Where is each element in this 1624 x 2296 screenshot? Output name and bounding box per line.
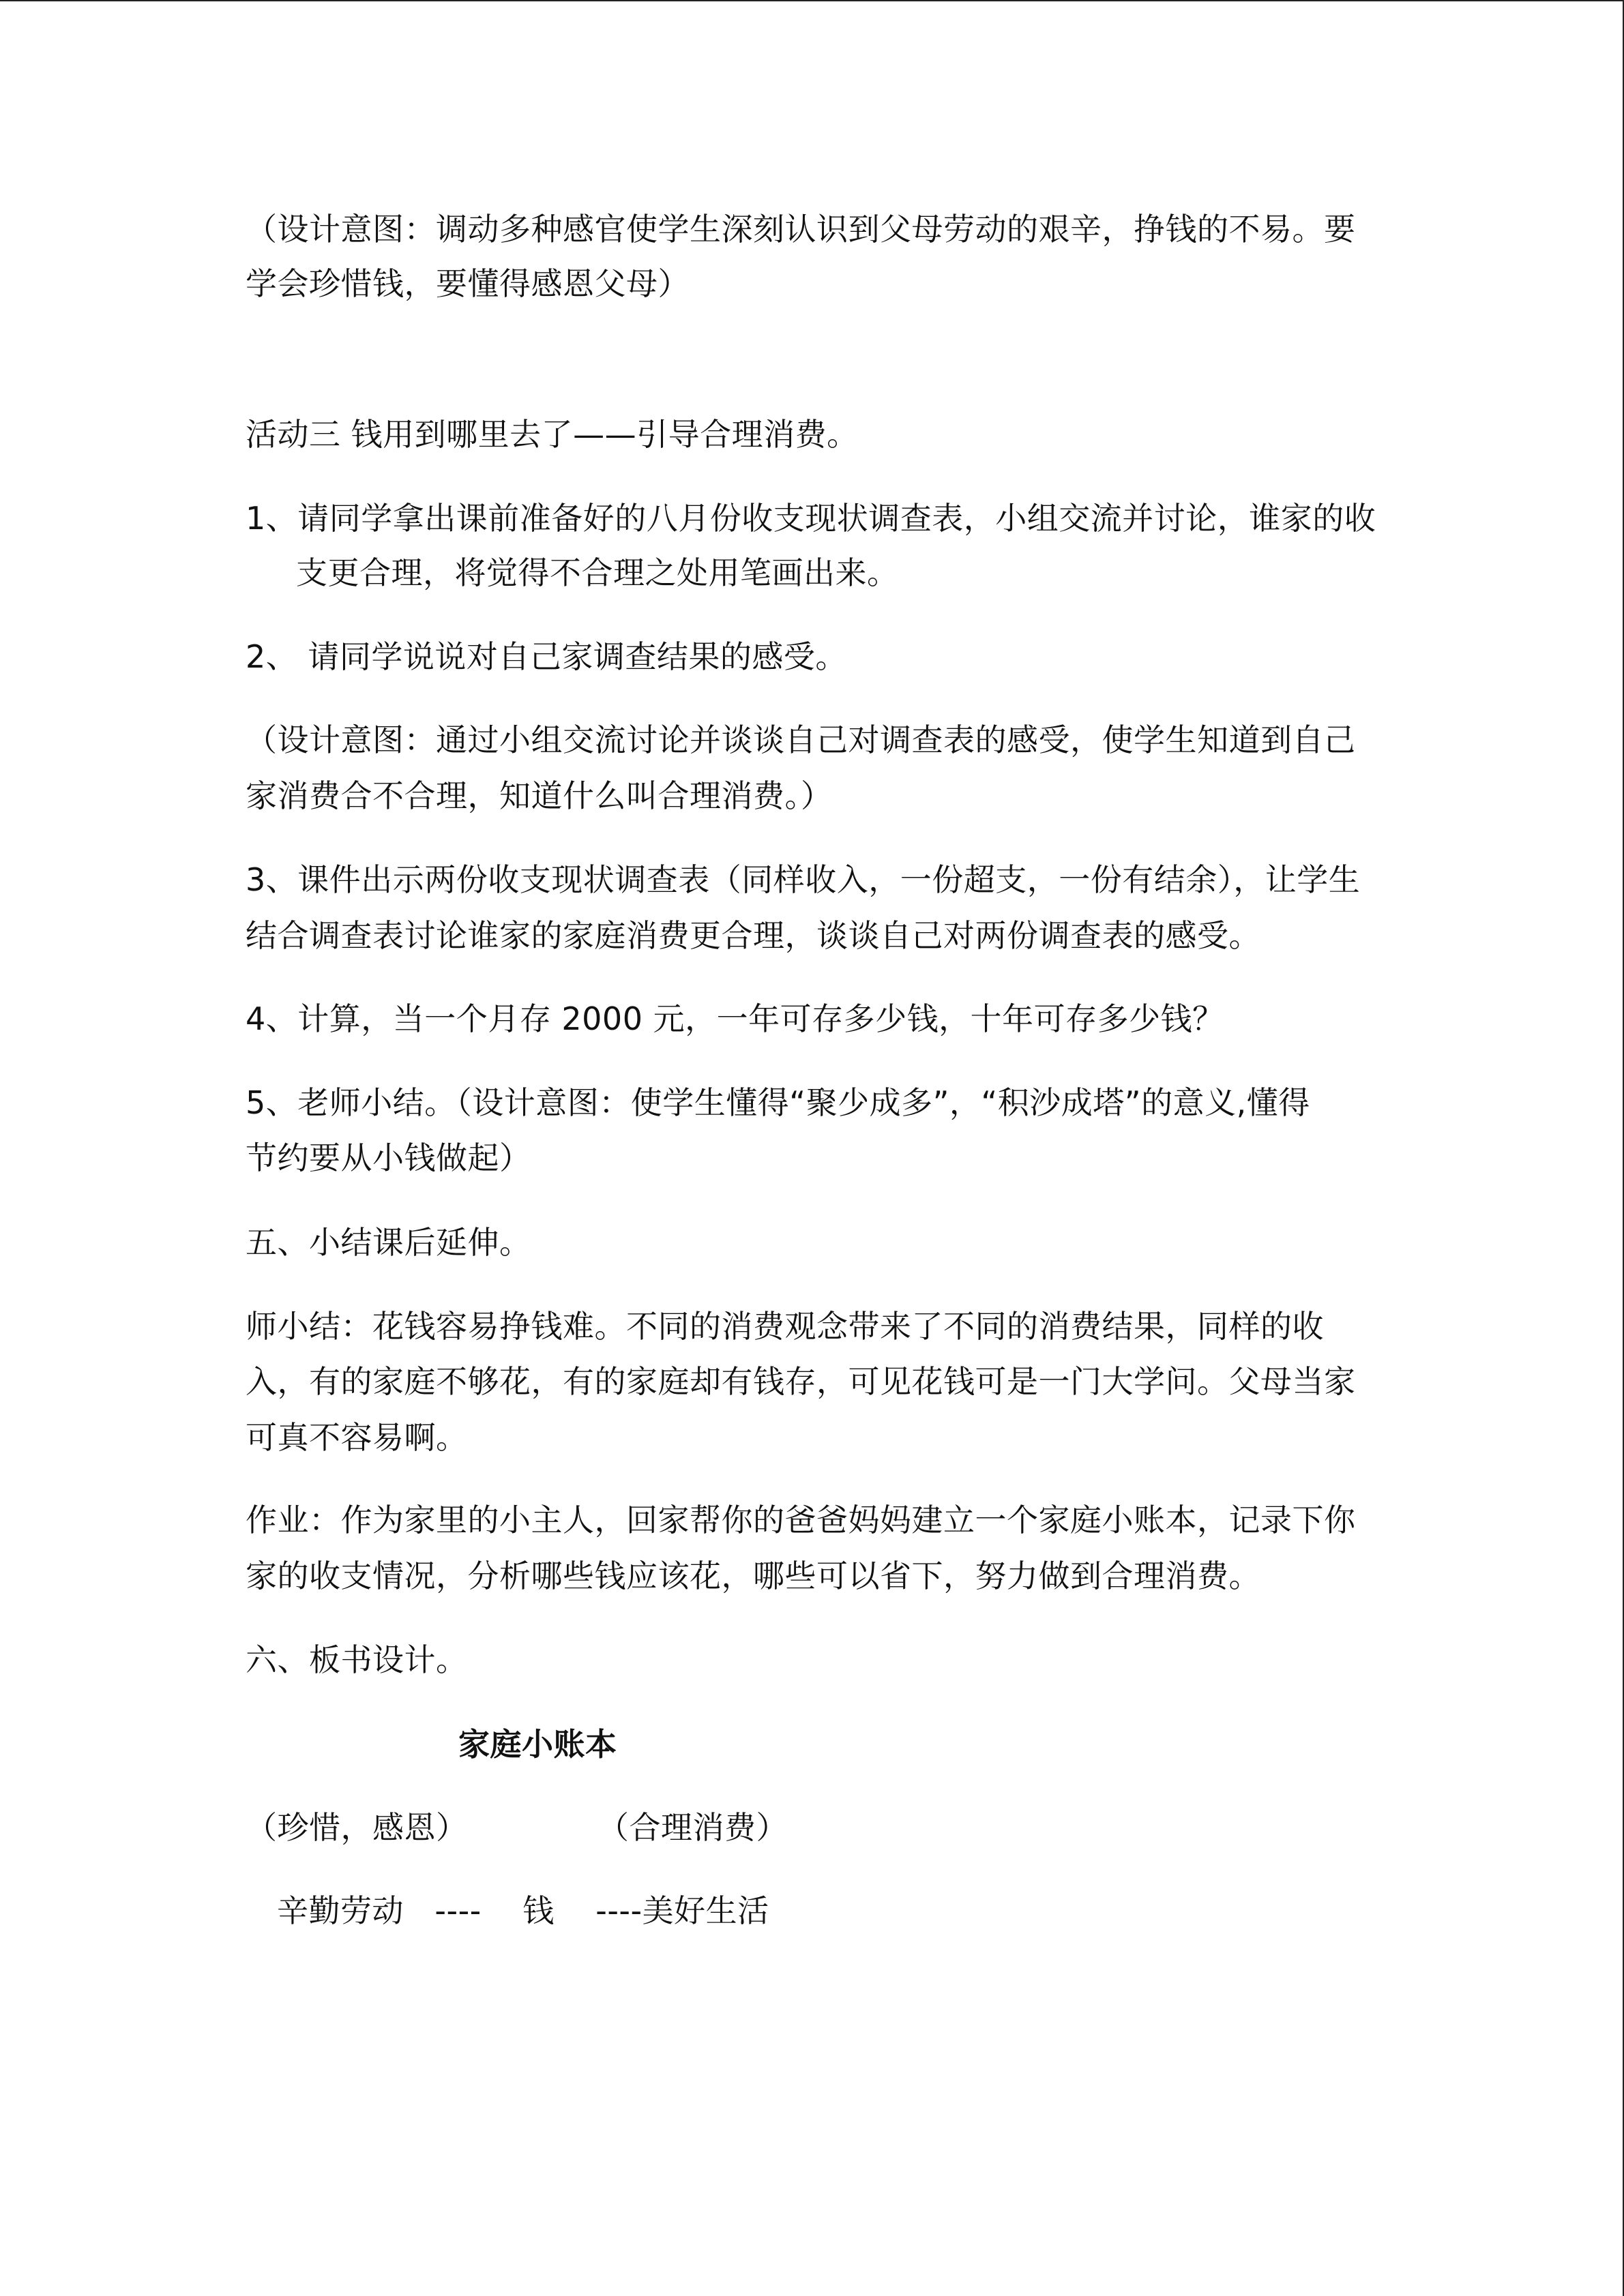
section5-heading: 五、小结课后延伸。 <box>246 1224 531 1261</box>
activity3-item3-line1: 3、课件出示两份收支现状调查表（同样收入，一份超支，一份有结余），让学生 <box>246 861 1361 898</box>
activity3-item5-line1: 5、老师小结。（设计意图：使学生懂得“聚少成多”，“积沙成塔”的意义,懂得 <box>246 1084 1310 1121</box>
section5-homework-line2: 家的收支情况，分析哪些钱应该花，哪些可以省下，努力做到合理消费。 <box>246 1557 1260 1594</box>
board-title: 家庭小账本 <box>458 1726 617 1763</box>
activity3-intent-line2: 家消费合不合理，知道什么叫合理消费。） <box>246 777 833 814</box>
board-right-label: （合理消费） <box>597 1809 788 1846</box>
section5-summary-line1: 师小结：花钱容易挣钱难。不同的消费观念带来了不同的消费结果，同样的收 <box>246 1308 1324 1345</box>
design-intent-line-2: 学会珍惜钱，要懂得感恩父母） <box>246 265 690 302</box>
activity3-item2: 2、 请同学说说对自己家调查结果的感受。 <box>246 638 847 675</box>
activity3-item5-line2: 节约要从小钱做起） <box>246 1139 531 1176</box>
section6-heading: 六、板书设计。 <box>246 1641 468 1678</box>
section5-summary-line2: 入，有的家庭不够花，有的家庭却有钱存，可见花钱可是一门大学问。父母当家 <box>246 1363 1356 1400</box>
activity3-intent-line1: （设计意图：通过小组交流讨论并谈谈自己对调查表的感受，使学生知道到自己 <box>246 721 1356 758</box>
activity3-item1-line2: 支更合理，将觉得不合理之处用笔画出来。 <box>296 554 899 591</box>
activity3-item4: 4、计算，当一个月存 2000 元，一年可存多少钱，十年可存多少钱？ <box>246 1000 1224 1037</box>
section5-summary-line3: 可真不容易啊。 <box>246 1419 468 1456</box>
activity3-item3-line2: 结合调查表讨论谁家的家庭消费更合理，谈谈自己对两份调查表的感受。 <box>246 917 1260 954</box>
activity3-item1-line1: 1、请同学拿出课前准备好的八月份收支现状调查表，小组交流并讨论，谁家的收 <box>246 500 1376 537</box>
design-intent-line-1: （设计意图：调动多种感官使学生深刻认识到父母劳动的艰辛，挣钱的不易。要 <box>246 211 1356 248</box>
section5-homework-line1: 作业：作为家里的小主人，回家帮你的爸爸妈妈建立一个家庭小账本，记录下你 <box>246 1502 1356 1538</box>
board-left-label: （珍惜，感恩） <box>246 1809 468 1846</box>
activity3-heading: 活动三 钱用到哪里去了——引导合理消费。 <box>246 416 859 453</box>
page-border-top <box>0 0 1624 1</box>
board-flow: 辛勤劳动 ---- 钱 ----美好生活 <box>277 1892 769 1929</box>
